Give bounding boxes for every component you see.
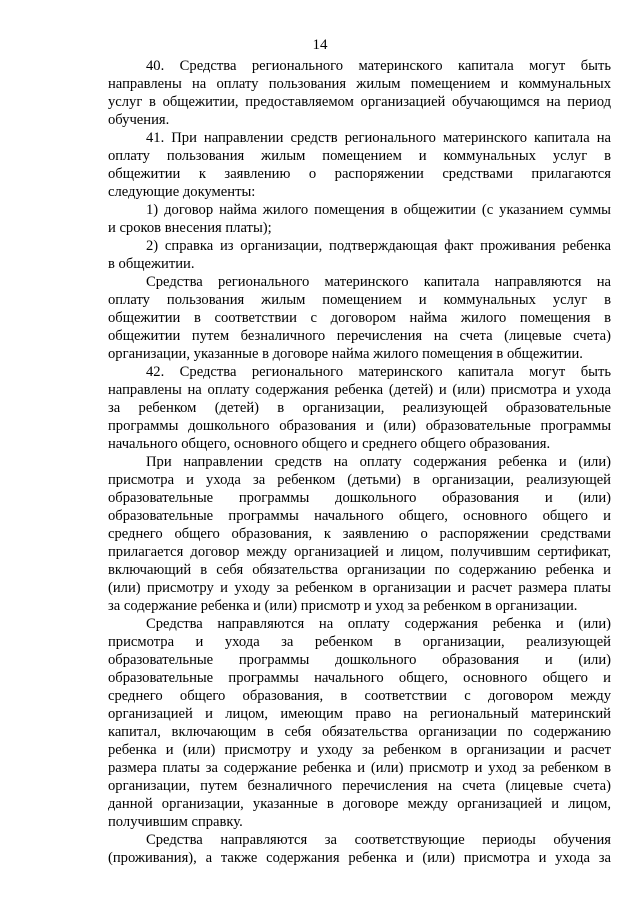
text-line: начального общего, основного общего и среднего общего образования. <box>108 436 551 452</box>
text-line: за содержание ребенка и (или) присмотр и уход за ребенком в организации. <box>108 598 578 614</box>
text-line: Средства направляются за соответствующие периоды обучения <box>146 832 611 848</box>
text-line: При направлении средств на оплату содержания ребенка и (или) <box>146 454 611 470</box>
text-line: (или) присмотру и уходу за ребенком в организации и расчет размера платы <box>108 580 611 596</box>
text-line: 41. При направлении средств регионального материнского капитала на <box>146 130 611 146</box>
text-line: размера платы за содержание ребенка и (или) присмотр и уход за ребенком в <box>108 760 611 776</box>
text-line: 42. Средства регионального материнского капитала могут быть <box>146 364 611 380</box>
text-line: общежитии в соответствии с договором найма жилого помещения в <box>108 310 611 326</box>
text-line: обучения. <box>108 112 170 128</box>
text-line: 1) договор найма жилого помещения в общежитии (с указанием суммы <box>146 202 611 218</box>
text-line: среднего общего образования, к заявлению о распоряжении средствами <box>108 526 611 542</box>
text-line: общежитии путем безналичного перечисления на счета (лицевые счета) <box>108 328 611 344</box>
text-line: присмотра и ухода за ребенком (детьми) в организации, реализующей <box>108 472 611 488</box>
text-line: капитал, включающим в себя обязательства организации по содержанию <box>108 724 611 740</box>
text-line: направлены на оплату пользования жилым помещением и коммунальных <box>108 76 611 92</box>
text-line: образовательные программы начального общего, основного общего и <box>108 670 611 686</box>
text-line: получившим справку. <box>108 814 243 830</box>
text-line: следующие документы: <box>108 184 256 200</box>
text-line: 40. Средства регионального материнского капитала могут быть <box>146 58 611 74</box>
text-line: данной организации, указанные в договоре между организацией и лицом, <box>108 796 611 812</box>
text-line: образовательные программы начального общего, основного общего и <box>108 508 611 524</box>
text-line: Средства регионального материнского капитала направляются на <box>146 274 611 290</box>
text-line: оплату пользования жилым помещением и коммунальных услуг в <box>108 292 611 308</box>
text-line: (проживания), а также содержания ребенка и (или) присмотра и ухода за <box>108 850 611 866</box>
text-line: оплату пользования жилым помещением и коммунальных услуг в <box>108 148 611 164</box>
text-line: образовательные программы дошкольного образования и (или) <box>108 652 611 668</box>
text-line: 2) справка из организации, подтверждающая факт проживания ребенка <box>146 238 611 254</box>
text-line: и сроков внесения платы); <box>108 220 272 236</box>
text-line: Средства направляются на оплату содержания ребенка и (или) <box>146 616 611 632</box>
text-line: за ребенком (детей) в организации, реализующей образовательные <box>108 400 611 416</box>
text-line: общежитии к заявлению о распоряжении средствами прилагаются <box>108 166 611 182</box>
text-line: прилагается договор между организацией и лицом, получившим сертификат, <box>108 544 611 560</box>
text-line: включающий в себя обязательства организации по содержанию ребенка и <box>108 562 611 578</box>
text-line: программы дошкольного образования и (или) образовательные программы <box>108 418 611 434</box>
text-line: направлены на оплату содержания ребенка (детей) и (или) присмотра и ухода <box>108 382 611 398</box>
page-number: 14 <box>312 37 328 53</box>
text-line: присмотра и ухода за ребенком в организации, реализующей <box>108 634 611 650</box>
text-line: среднего общего образования, в соответствии с договором между <box>108 688 611 704</box>
text-line: организации, путем безналичного перечисления на счета (лицевые счета) <box>108 778 611 794</box>
text-line: организации, указанные в договоре найма жилого помещения в общежитии. <box>108 346 583 362</box>
text-line: образовательные программы дошкольного образования и (или) <box>108 490 611 506</box>
text-line: ребенка и (или) присмотру и уходу за ребенком в организации и расчет <box>108 742 611 758</box>
text-line: в общежитии. <box>108 256 195 272</box>
text-line: услуг в общежитии, предоставляемом организацией обучающимся на период <box>108 94 611 110</box>
text-line: организацией и лицом, имеющим право на региональный материнский <box>108 706 611 722</box>
